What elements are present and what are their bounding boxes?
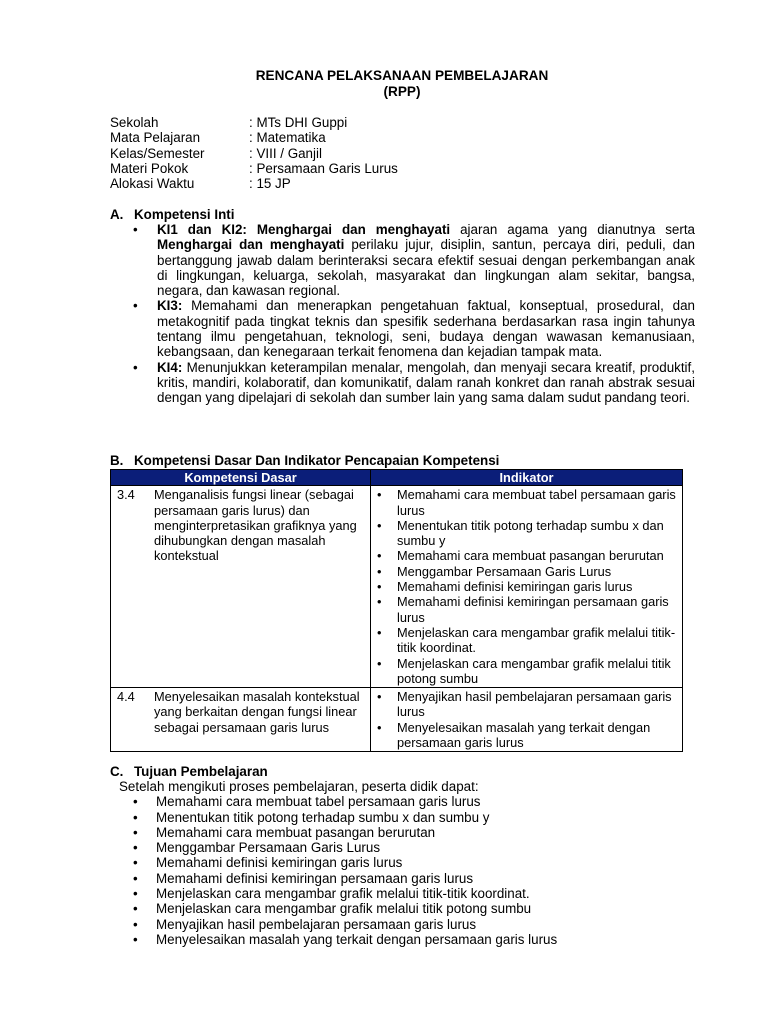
identity-value: : 15 JP <box>249 176 291 192</box>
bullet-icon: • <box>133 901 138 917</box>
list-item <box>375 564 678 579</box>
list-item <box>133 871 557 886</box>
competency-table <box>110 469 683 752</box>
bullet-icon: • <box>377 517 382 533</box>
identity-row <box>110 115 398 130</box>
table-row <box>111 688 683 752</box>
kd-text: Menyelesaikan masalah kontekstual yang berkaitan dengan fungsi linear sebagai persamaan garis lurus <box>154 689 360 735</box>
indicator-cell <box>371 486 683 688</box>
list-item <box>133 886 557 901</box>
bullet-icon: • <box>133 886 138 902</box>
identity-value: : Persamaan Garis Lurus <box>249 160 398 176</box>
indicator-text: Menggambar Persamaan Garis Lurus <box>397 563 612 579</box>
bullet-icon: • <box>377 548 382 564</box>
objectives-block <box>119 779 558 947</box>
bullet-icon: • <box>133 840 138 856</box>
indicator-text: Memahami cara membuat pasangan berurutan <box>397 548 664 564</box>
bullet-icon: • <box>377 487 382 503</box>
table-header-row <box>111 470 683 486</box>
indicator-text: Memahami definisi kemiringan persamaan garis lurus <box>397 594 669 625</box>
section-title: Tujuan Pembelajaran <box>134 764 268 779</box>
list-item <box>375 518 678 549</box>
ki-label: KI1 dan KI2: <box>157 222 247 237</box>
ki-list <box>132 222 695 406</box>
list-item <box>375 487 678 518</box>
list-item <box>375 579 678 594</box>
identity-row <box>110 161 398 176</box>
identity-label: Sekolah <box>110 115 159 130</box>
list-item <box>133 825 557 840</box>
section-letter: B. <box>110 453 124 468</box>
objective-text: Menjelaskan cara mengambar grafik melalui titik potong sumbu <box>156 901 532 917</box>
bullet-icon: • <box>133 870 138 886</box>
ki-body: Menunjukkan keterampilan menalar, mengolah, dan menyaji secara kreatif, produktif, kritis, mandiri, kolaboratif, dan komunikatif, dalam ranah konkret dan ranah abstrak sesuai dengan yang dipelajari di sekolah dan sumber lain yang sama dalam sudut pandang teori. <box>157 359 695 406</box>
indicator-text: Menentukan titik potong terhadap sumbu x dan sumbu y <box>397 517 664 549</box>
indicator-text: Memahami cara membuat tabel persamaan garis lurus <box>397 487 676 518</box>
objective-text: Menjelaskan cara mengambar grafik melalui titik-titik koordinat. <box>156 886 530 902</box>
list-item <box>133 855 557 870</box>
bullet-icon: • <box>133 298 138 314</box>
objective-text: Memahami definisi kemiringan persamaan garis lurus <box>156 870 474 886</box>
indicator-text: Menjelaskan cara mengambar grafik melalui titik potong sumbu <box>397 655 671 686</box>
list-item <box>375 548 678 563</box>
list-item <box>133 917 557 932</box>
objective-text: Menentukan titik potong terhadap sumbu x dan sumbu y <box>156 809 490 825</box>
section-b-heading <box>110 453 499 468</box>
list-item <box>375 656 678 687</box>
list-item <box>375 720 678 751</box>
indicator-text: Memahami definisi kemiringan garis lurus <box>397 579 633 595</box>
kd-cell <box>111 688 371 752</box>
indicator-text: Menyelesaikan masalah yang terkait dengan persamaan garis lurus <box>397 719 651 751</box>
ki-label: KI3: <box>157 298 183 314</box>
bullet-icon: • <box>377 689 382 705</box>
indicator-list <box>371 688 682 751</box>
identity-row <box>110 146 398 161</box>
bullet-icon: • <box>133 809 138 825</box>
bullet-icon: • <box>377 655 382 671</box>
title-line-2: (RPP) <box>383 84 421 99</box>
ki-item <box>132 360 695 406</box>
bullet-icon: • <box>377 594 382 610</box>
identity-block <box>110 115 398 191</box>
bullet-icon: • <box>377 579 382 595</box>
section-a-heading <box>110 207 234 222</box>
identity-value: : Matematika <box>249 130 326 146</box>
ki-text <box>157 360 695 406</box>
column-header-kd: Kompetensi Dasar <box>111 470 371 486</box>
objective-text: Memahami cara membuat tabel persamaan garis lurus <box>156 794 481 810</box>
bullet-icon: • <box>133 794 138 810</box>
list-item <box>133 810 557 825</box>
section-c-heading <box>110 764 268 779</box>
objective-text: Memahami cara membuat pasangan berurutan <box>156 824 436 840</box>
ki-body: Memahami dan menerapkan pengetahuan faktual, konseptual, prosedural, dan metakognitif pada tingkat teknis dan spesifik sederhana berdasarkan rasa ingin tahunya tentang ilmu pengetahuan, teknologi, seni, budaya dengan wawasan kemanusiaan, kebangsaan, dan kenegaraan terkait fenomena dan kejadian tampak mata. <box>157 298 695 360</box>
list-item <box>375 594 678 625</box>
section-letter: C. <box>110 764 124 779</box>
ki-emphasis: Menghargai dan menghayati <box>157 237 345 253</box>
indicator-text: Menjelaskan cara mengambar grafik melalui titik-titik koordinat. <box>397 624 676 656</box>
ki-item <box>132 298 695 359</box>
objective-text: Menyelesaikan masalah yang terkait dengan persamaan garis lurus <box>156 931 558 947</box>
kd-cell <box>111 486 371 688</box>
section-letter: A. <box>110 207 124 222</box>
table-row <box>111 486 683 688</box>
list-item <box>133 840 557 855</box>
identity-row <box>110 130 398 145</box>
objective-text: Menggambar Persamaan Garis Lurus <box>156 840 381 856</box>
ki-text <box>157 298 695 359</box>
bullet-icon: • <box>133 916 138 932</box>
ki-emphasis: Menghargai dan menghayati <box>256 222 451 237</box>
objectives-intro: Setelah mengikuti proses pembelajaran, peserta didik dapat: <box>119 779 479 794</box>
identity-label: Materi Pokok <box>110 160 189 176</box>
ki-text <box>157 222 695 298</box>
kd-number: 3.4 <box>117 487 135 503</box>
indicator-list <box>371 486 682 687</box>
indicator-cell <box>371 688 683 752</box>
ki-item <box>132 222 695 298</box>
title-line-1: RENCANA PELAKSANAAN PEMBELAJARAN <box>255 68 549 83</box>
identity-label: Alokasi Waktu <box>110 176 195 192</box>
bullet-icon: • <box>133 824 138 840</box>
identity-row <box>110 176 398 191</box>
identity-label: Kelas/Semester <box>110 145 205 161</box>
bullet-icon: • <box>377 563 382 579</box>
document-title <box>0 68 768 100</box>
indicator-text: Menyajikan hasil pembelajaran persamaan garis lurus <box>397 689 672 720</box>
section-title: Kompetensi Dasar Dan Indikator Pencapaian Kompetensi <box>134 453 500 468</box>
ki-body: perilaku jujur, disiplin, santun, percaya diri, peduli, dan bertanggung jawab dalam berinteraksi secara efektif sesuai dengan perkembangan anak di lingkungan, keluarga, sekolah, masyarakat dan lingkungan alam sekitar, bangsa, negara, dan kawasan regional. <box>157 237 695 299</box>
kd-text: Menganalisis fungsi linear (sebagai persamaan garis lurus) dan menginterpretasikan grafiknya yang dihubungkan dengan masalah kontekstual <box>154 487 357 564</box>
list-item <box>133 901 557 916</box>
bullet-icon: • <box>133 359 138 375</box>
list-item <box>133 932 557 947</box>
bullet-icon: • <box>133 855 138 871</box>
list-item <box>375 689 678 720</box>
list-item <box>133 794 557 809</box>
bullet-icon: • <box>133 931 138 947</box>
column-header-indikator: Indikator <box>371 470 683 486</box>
ki-body: ajaran agama yang dianutnya serta <box>460 222 695 237</box>
objective-text: Menyajikan hasil pembelajaran persamaan garis lurus <box>156 916 477 932</box>
ki-label: KI4: <box>157 359 183 375</box>
list-item <box>375 625 678 656</box>
identity-label: Mata Pelajaran <box>110 130 201 146</box>
objective-text: Memahami definisi kemiringan garis lurus <box>156 855 403 871</box>
bullet-icon: • <box>377 719 382 735</box>
kd-number: 4.4 <box>117 689 135 705</box>
bullet-icon: • <box>133 222 138 237</box>
bullet-icon: • <box>377 624 382 640</box>
identity-value: : MTs DHI Guppi <box>249 115 348 130</box>
section-title: Kompetensi Inti <box>134 207 235 222</box>
identity-value: : VIII / Ganjil <box>249 145 322 161</box>
